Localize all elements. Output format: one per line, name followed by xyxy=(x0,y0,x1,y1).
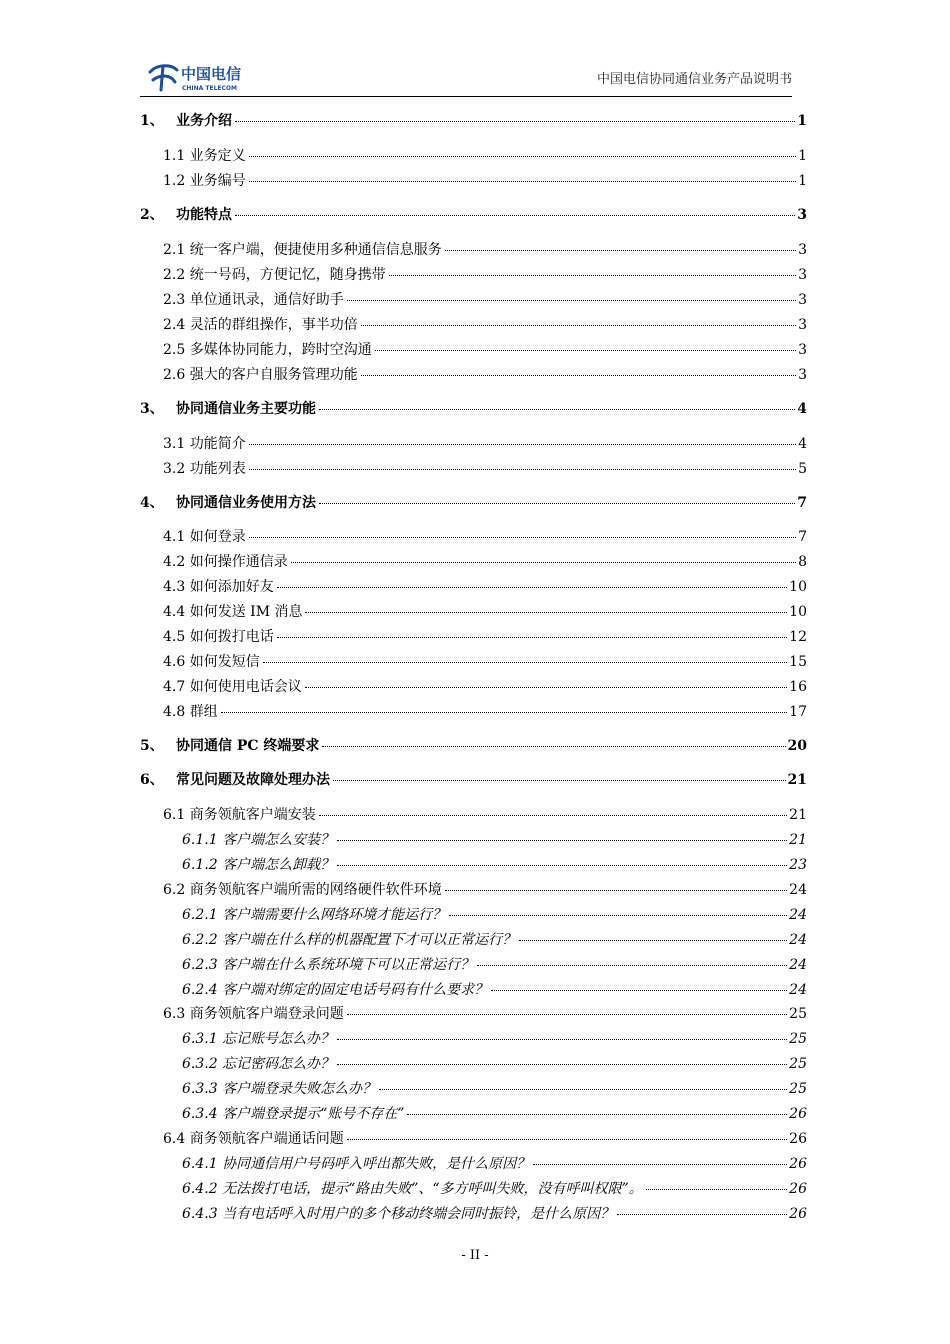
toc-dot-leader xyxy=(249,181,796,182)
toc-page-number: 24 xyxy=(789,957,807,973)
toc-entry-number: 5、 xyxy=(140,738,164,754)
toc-entry-text: 协同通信业务使用方法 xyxy=(176,495,316,511)
toc-entry-title: 6.3 商务领航客户端登录问题 xyxy=(163,1006,344,1022)
toc-dot-leader xyxy=(347,300,796,301)
toc-entry-title: 6.4.1 协同通信用户号码呼入呼出都失败，是什么原因？ xyxy=(182,1156,531,1172)
toc-page-number: 26 xyxy=(789,1181,807,1197)
toc-entry[interactable] xyxy=(182,981,807,999)
toc-entry[interactable] xyxy=(163,1130,807,1148)
toc-entry-title: 6.2.4 客户端对绑定的固定电话号码有什么要求？ xyxy=(182,982,489,998)
toc-dot-leader xyxy=(533,1164,787,1165)
toc-page-number: 1 xyxy=(797,113,807,129)
toc-entry-title: 4.4 如何发送 IM 消息 xyxy=(163,604,303,620)
toc-dot-leader xyxy=(249,537,796,538)
toc-page-number: 25 xyxy=(789,1056,807,1072)
toc-entry-title: 6.1 商务领航客户端安装 xyxy=(163,807,316,823)
toc-entry-title: 2.2 统一号码，方便记忆，随身携带 xyxy=(163,267,386,283)
toc-dot-leader xyxy=(389,275,796,276)
toc-entry[interactable] xyxy=(140,771,807,789)
toc-entry-number: 6、 xyxy=(140,772,164,788)
toc-page-number: 25 xyxy=(789,1081,807,1097)
toc-entry-title: 6.2.1 客户端需要什么网络环境才能运行？ xyxy=(182,907,447,923)
toc-page-number: 16 xyxy=(789,679,807,695)
toc-entry-title: 2.1 统一客户端，便捷使用多种通信信息服务 xyxy=(163,242,442,258)
toc-entry[interactable] xyxy=(163,316,807,334)
toc-entry-title: 4.3 如何添加好友 xyxy=(163,579,274,595)
toc-dot-leader xyxy=(445,890,787,891)
toc-entry-title xyxy=(140,737,321,755)
toc-dot-leader xyxy=(347,1014,787,1015)
toc-entry[interactable] xyxy=(163,460,807,478)
toc-dot-leader xyxy=(319,815,787,816)
toc-entry-title: 6.1.2 客户端怎么卸载？ xyxy=(182,857,335,873)
toc-entry-title: 2.3 单位通讯录，通信好助手 xyxy=(163,292,344,308)
toc-dot-leader xyxy=(333,780,786,781)
toc-entry[interactable] xyxy=(182,956,807,974)
toc-dot-leader xyxy=(305,612,787,613)
toc-dot-leader xyxy=(361,325,796,326)
toc-dot-leader xyxy=(249,156,796,157)
toc-page-number: 26 xyxy=(789,1156,807,1172)
toc-page-number: 15 xyxy=(789,654,807,670)
toc-dot-leader xyxy=(347,1139,787,1140)
toc-entry[interactable] xyxy=(163,628,807,646)
toc-page-number: 3 xyxy=(798,267,807,283)
toc-entry[interactable] xyxy=(163,528,807,546)
toc-entry-title xyxy=(140,112,234,130)
toc-entry[interactable] xyxy=(163,603,807,621)
toc-dot-leader xyxy=(263,662,787,663)
toc-dot-leader xyxy=(291,562,796,563)
toc-entry-title xyxy=(140,400,318,418)
toc-entry-number: 1、 xyxy=(140,113,164,129)
toc-entry-title: 1.2 业务编号 xyxy=(163,173,246,189)
toc-entry[interactable] xyxy=(140,400,807,418)
toc-page-number: 4 xyxy=(798,436,807,452)
toc-entry-title: 6.2.2 客户端在什么样的机器配置下才可以正常运行？ xyxy=(182,932,517,948)
toc-entry[interactable] xyxy=(182,1080,807,1098)
toc-entry-number: 3、 xyxy=(140,401,164,417)
toc-page-number: 24 xyxy=(789,932,807,948)
toc-entry[interactable] xyxy=(182,831,807,849)
toc-dot-leader xyxy=(221,712,787,713)
toc-entry[interactable] xyxy=(163,366,807,384)
toc-entry-title: 4.7 如何使用电话会议 xyxy=(163,679,302,695)
toc-page-number: 12 xyxy=(789,629,807,645)
toc-entry[interactable] xyxy=(140,206,807,224)
toc-entry[interactable] xyxy=(182,1180,807,1198)
toc-entry-number: 2、 xyxy=(140,207,164,223)
toc-entry[interactable] xyxy=(163,1005,807,1023)
toc-dot-leader xyxy=(646,1189,787,1190)
toc-entry-text: 功能特点 xyxy=(176,207,232,223)
toc-page-number: 7 xyxy=(797,495,807,511)
toc-page-number: 3 xyxy=(797,207,807,223)
toc-page-number: 21 xyxy=(789,832,807,848)
toc-page-number: 21 xyxy=(787,772,807,788)
toc-entry[interactable] xyxy=(182,906,807,924)
toc-entry-title: 1.1 业务定义 xyxy=(163,148,246,164)
toc-entry-text: 协同通信 PC 终端要求 xyxy=(176,738,320,754)
toc-entry-title xyxy=(140,494,318,512)
toc-entry[interactable] xyxy=(163,553,807,571)
toc-entry[interactable] xyxy=(163,241,807,259)
toc-dot-leader xyxy=(375,350,796,351)
toc-entry-title: 2.6 强大的客户自服务管理功能 xyxy=(163,367,358,383)
toc-entry-title: 4.1 如何登录 xyxy=(163,529,246,545)
toc-page-number: 24 xyxy=(789,982,807,998)
toc-entry[interactable] xyxy=(182,1055,807,1073)
toc-entry-text: 协同通信业务主要功能 xyxy=(176,401,316,417)
toc-entry[interactable] xyxy=(182,1030,807,1048)
toc-page-number: 26 xyxy=(789,1131,807,1147)
toc-entry-title: 6.3.3 客户端登录失败怎么办？ xyxy=(182,1081,377,1097)
toc-page-number: 1 xyxy=(798,148,807,164)
toc-page-number: 4 xyxy=(797,401,807,417)
toc-dot-leader xyxy=(519,940,787,941)
toc-page-number: 17 xyxy=(789,704,807,720)
toc-dot-leader xyxy=(337,840,787,841)
toc-entry[interactable] xyxy=(163,435,807,453)
toc-dot-leader xyxy=(277,587,787,588)
toc-entry[interactable] xyxy=(163,806,807,824)
toc-entry-number: 4、 xyxy=(140,495,164,511)
toc-dot-leader xyxy=(319,409,795,410)
header-title: 中国电信协同通信业务产品说明书 xyxy=(596,72,792,87)
toc-entry[interactable] xyxy=(163,172,807,190)
toc-page-number: 26 xyxy=(789,1106,807,1122)
toc-dot-leader xyxy=(277,637,787,638)
toc-entry[interactable] xyxy=(182,931,807,949)
toc-dot-leader xyxy=(337,865,787,866)
toc-page-number: 3 xyxy=(798,242,807,258)
toc-page-number: 7 xyxy=(798,529,807,545)
toc-entry[interactable] xyxy=(182,1105,807,1123)
toc-dot-leader xyxy=(319,503,795,504)
toc-entry-title: 3.1 功能简介 xyxy=(163,436,246,452)
toc-entry-title: 4.5 如何拨打电话 xyxy=(163,629,274,645)
toc-entry-title: 3.2 功能列表 xyxy=(163,461,246,477)
toc-entry-title: 6.3.1 忘记账号怎么办？ xyxy=(182,1031,335,1047)
toc-entry[interactable] xyxy=(163,703,807,721)
toc-entry[interactable] xyxy=(163,881,807,899)
toc-page-number: 21 xyxy=(789,807,807,823)
toc-entry[interactable] xyxy=(182,1155,807,1173)
toc-entry-text: 常见问题及故障处理办法 xyxy=(176,772,330,788)
toc-entry[interactable] xyxy=(163,291,807,309)
toc-entry-title: 6.4.3 当有电话呼入时用户的多个移动终端会同时振铃，是什么原因？ xyxy=(182,1206,615,1222)
toc-dot-leader xyxy=(235,215,795,216)
toc-entry-title xyxy=(140,771,332,789)
toc-entry-title: 6.1.1 客户端怎么安装？ xyxy=(182,832,335,848)
toc-entry-title: 2.5 多媒体协同能力，跨时空沟通 xyxy=(163,342,372,358)
toc-page-number: 25 xyxy=(789,1031,807,1047)
logo-text-cn: 中国电信 xyxy=(181,65,242,83)
toc-dot-leader xyxy=(235,121,795,122)
toc-entry-title: 6.3.2 忘记密码怎么办？ xyxy=(182,1056,335,1072)
toc-entry-title: 4.2 如何操作通信录 xyxy=(163,554,288,570)
toc-page-number: 10 xyxy=(789,579,807,595)
toc-entry-title xyxy=(140,206,234,224)
toc-entry-title: 6.3.4 客户端登录提示“账号不存在” xyxy=(182,1106,405,1122)
toc-entry-title: 4.6 如何发短信 xyxy=(163,654,260,670)
toc-dot-leader xyxy=(337,1064,787,1065)
toc-page-number: 5 xyxy=(798,461,807,477)
toc-page-number: 25 xyxy=(789,1006,807,1022)
toc-page-number: 3 xyxy=(798,292,807,308)
toc-entry[interactable] xyxy=(163,653,807,671)
toc-entry-title: 2.4 灵活的群组操作，事半功倍 xyxy=(163,317,358,333)
toc-entry-title: 6.4 商务领航客户端通话问题 xyxy=(163,1131,344,1147)
toc-page-number: 1 xyxy=(798,173,807,189)
toc-page-number: 10 xyxy=(789,604,807,620)
toc-entry-title: 6.2.3 客户端在什么系统环境下可以正常运行？ xyxy=(182,957,475,973)
toc-entry[interactable] xyxy=(163,578,807,596)
toc-page-number: 3 xyxy=(798,342,807,358)
toc-dot-leader xyxy=(445,250,796,251)
toc-page-number: 26 xyxy=(789,1206,807,1222)
toc-entry-title: 6.4.2 无法拨打电话，提示“路由失败”、“多方呼叫失败，没有呼叫权限”。 xyxy=(182,1181,643,1197)
toc-entry[interactable] xyxy=(163,341,807,359)
toc-entry[interactable] xyxy=(182,856,807,874)
toc-page-number: 24 xyxy=(789,882,807,898)
page-number: - II - xyxy=(461,1248,489,1263)
toc-dot-leader xyxy=(322,746,785,747)
toc-entry-text: 业务介绍 xyxy=(176,113,232,129)
toc-dot-leader xyxy=(617,1214,787,1215)
toc-entry[interactable] xyxy=(163,678,807,696)
toc-entry[interactable] xyxy=(140,737,807,755)
toc-entry[interactable] xyxy=(182,1205,807,1223)
toc-page-number: 24 xyxy=(789,907,807,923)
toc-page-number: 8 xyxy=(798,554,807,570)
toc-dot-leader xyxy=(249,444,796,445)
toc-entry-title: 4.8 群组 xyxy=(163,704,218,720)
toc-entry[interactable] xyxy=(140,112,807,130)
toc-dot-leader xyxy=(407,1114,787,1115)
toc-page-number: 3 xyxy=(798,317,807,333)
toc-dot-leader xyxy=(337,1039,787,1040)
toc-entry[interactable] xyxy=(163,266,807,284)
toc-entry-title: 6.2 商务领航客户端所需的网络硬件软件环境 xyxy=(163,882,442,898)
toc-dot-leader xyxy=(449,915,787,916)
toc-page-number: 3 xyxy=(798,367,807,383)
toc-dot-leader xyxy=(249,469,796,470)
toc-dot-leader xyxy=(361,375,796,376)
toc-dot-leader xyxy=(491,990,787,991)
toc-entry[interactable] xyxy=(163,147,807,165)
toc-page-number: 23 xyxy=(789,857,807,873)
toc-dot-leader xyxy=(477,965,787,966)
toc-page-number: 20 xyxy=(787,738,807,754)
logo-text-en: CHINA TELECOM xyxy=(182,85,237,92)
toc-entry[interactable] xyxy=(140,494,807,512)
toc-dot-leader xyxy=(305,687,787,688)
toc-dot-leader xyxy=(379,1089,787,1090)
